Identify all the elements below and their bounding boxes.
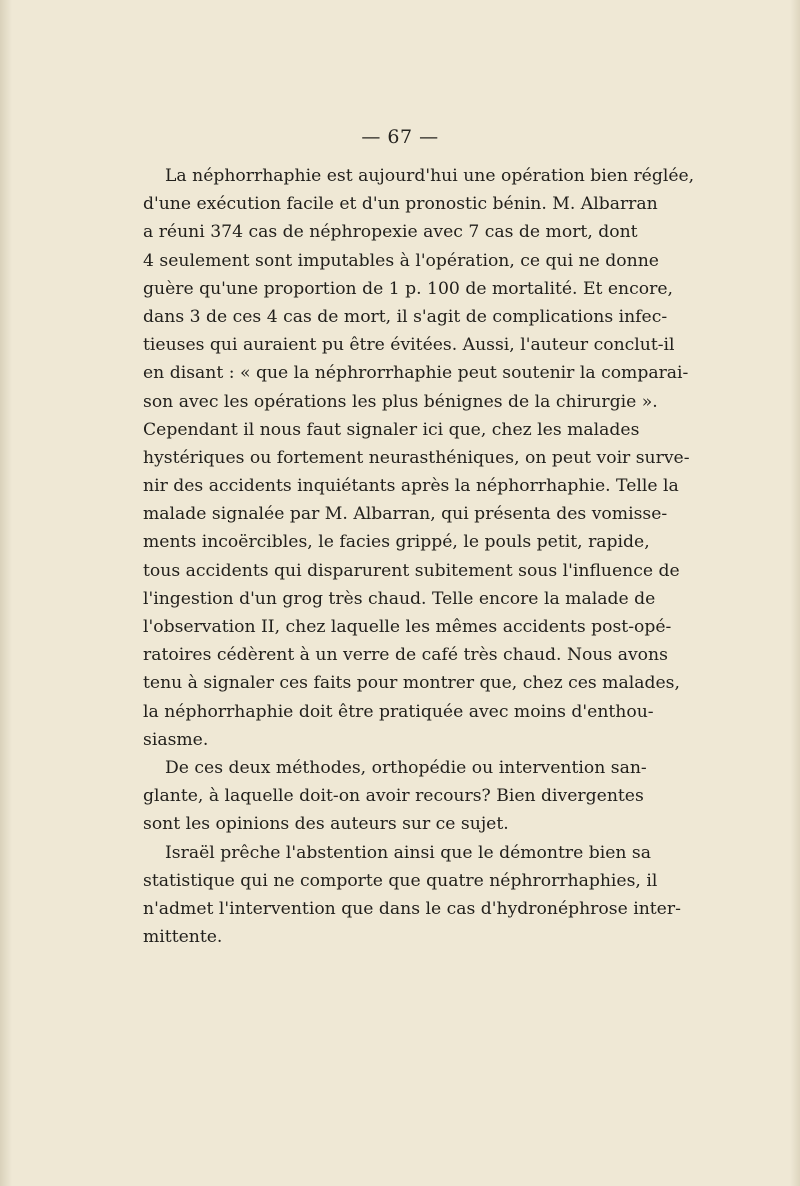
text-line: hystériques ou fortement neurasthéniques, on peut voir surve- — [143, 447, 690, 468]
text-line: Cependant il nous faut signaler ici que, chez les malades — [143, 419, 640, 440]
text-line: mittente. — [143, 927, 223, 948]
paragraph-3 — [143, 839, 681, 952]
text-line: guère qu'une proportion de 1 p. 100 de mortalité. Et encore, — [143, 278, 673, 299]
text-line: Israël prêche l'abstention ainsi que le démontre bien sa — [165, 842, 652, 863]
body-text — [143, 162, 695, 951]
text-line: La néphorrhaphie est aujourd'hui une opération bien réglée, — [165, 166, 695, 186]
text-line: ments incoërcibles, le facies grippé, le pouls petit, rapide, — [143, 532, 650, 553]
text-line: malade signalée par M. Albarran, qui présenta des vomisse- — [143, 504, 668, 525]
text-line: tous accidents qui disparurent subitement sous l'influence de — [143, 560, 680, 581]
page-right-edge — [790, 0, 800, 1186]
page-left-edge — [0, 0, 12, 1186]
text-line: dans 3 de ces 4 cas de mort, il s'agit de complications infec- — [143, 306, 668, 327]
text-line: siasme. — [143, 729, 209, 750]
text-line: tieuses qui auraient pu être évitées. Aussi, l'auteur conclut-il — [143, 335, 675, 356]
text-line: la néphorrhaphie doit être pratiquée avec moins d'enthou- — [143, 701, 654, 722]
text-line: glante, à laquelle doit-on avoir recours? Bien divergentes — [143, 786, 644, 807]
text-line: 4 seulement sont imputables à l'opération, ce qui ne donne — [143, 250, 659, 271]
text-line: De ces deux méthodes, orthopédie ou intervention san- — [165, 757, 647, 778]
text-line: l'ingestion d'un grog très chaud. Telle encore la malade de — [143, 588, 656, 609]
text-line: a réuni 374 cas de néphropexie avec 7 cas de mort, dont — [143, 222, 638, 243]
text-line: d'une exécution facile et d'un pronostic bénin. M. Albarran — [143, 194, 658, 215]
text-line: son avec les opérations les plus bénignes de la chirurgie ». — [143, 391, 658, 412]
text-line: l'observation II, chez laquelle les mêmes accidents post-opé- — [143, 617, 672, 637]
text-line: tenu à signaler ces faits pour montrer que, chez ces malades, — [143, 673, 680, 694]
paragraph-2 — [143, 754, 647, 839]
page-number: — 67 — — [361, 126, 439, 148]
text-line: ratoires cédèrent à un verre de café très chaud. Nous avons — [143, 645, 668, 666]
text-line: en disant : « que la néphrorrhaphie peut soutenir la comparai- — [143, 363, 689, 384]
text-line: sont les opinions des auteurs sur ce sujet. — [143, 814, 509, 835]
text-line: statistique qui ne comporte que quatre néphrorrhaphies, il — [143, 870, 658, 891]
text-line: n'admet l'intervention que dans le cas d'hydronéphrose inter- — [143, 898, 681, 919]
paragraph-1 — [143, 162, 695, 754]
text-line: nir des accidents inquiétants après la néphorrhaphie. Telle la — [143, 476, 679, 497]
